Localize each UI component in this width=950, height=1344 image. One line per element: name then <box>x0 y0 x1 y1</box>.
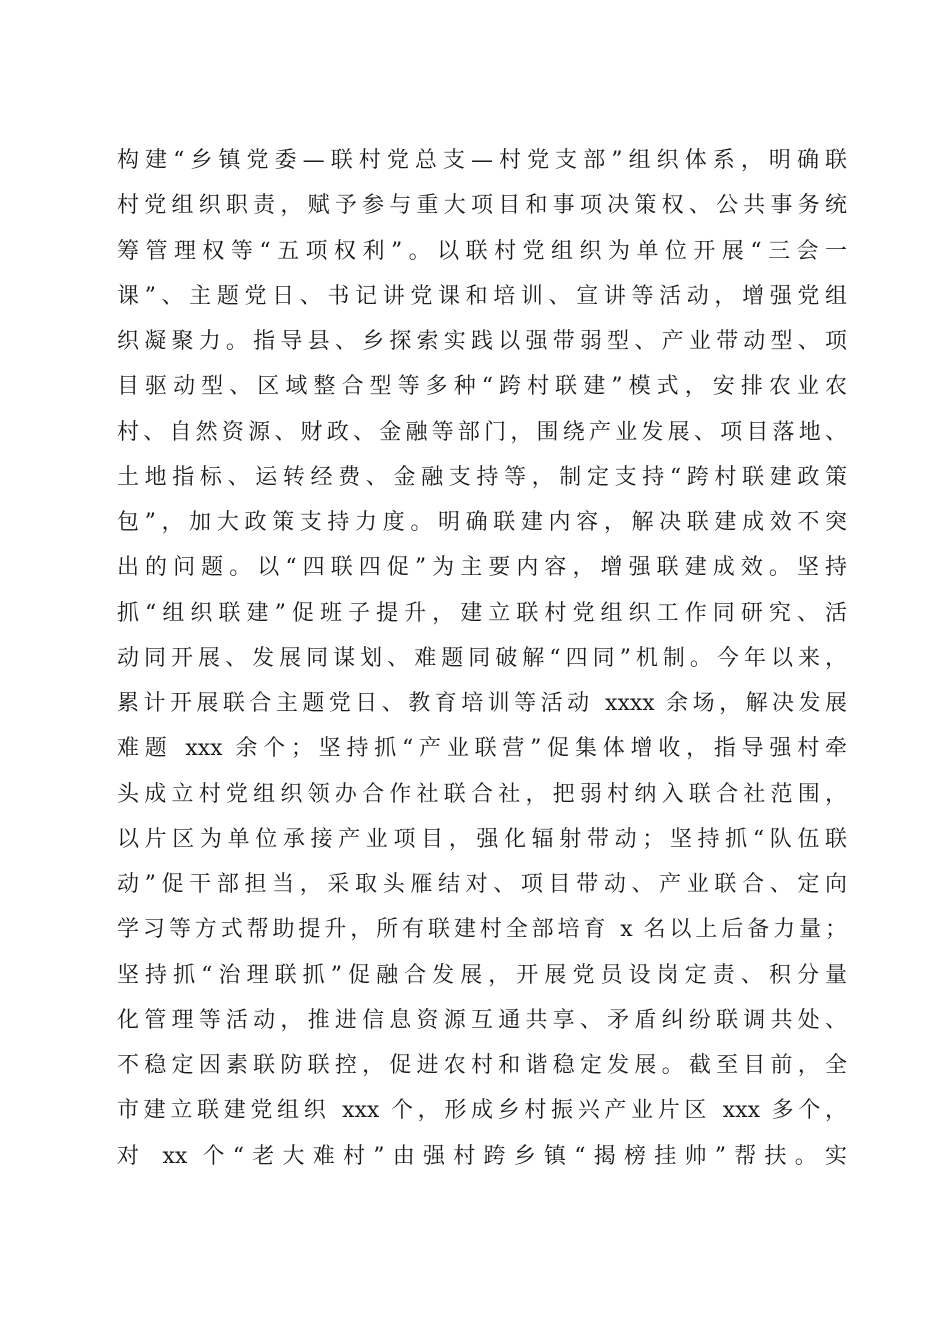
text-line: 筹管理权等“五项权利”。以联村党组织为单位开展“三会一 <box>117 238 847 264</box>
text-line: 化管理等活动，推进信息资源互通共享、矛盾纠纷联调共处、 <box>117 1007 847 1033</box>
text-line: 头成立村党组织领办合作社联合社，把弱村纳入联合社范围， <box>117 781 847 807</box>
text-line: 构建“乡镇党委—联村党总支—村党支部”组织体系，明确联 <box>117 148 847 173</box>
text-line: 课”、主题党日、书记讲党课和培训、宣讲等活动，增强党组 <box>117 283 847 309</box>
text-line: 织凝聚力。指导县、乡探索实践以强带弱型、产业带动型、项 <box>117 329 847 354</box>
text-line: 以片区为单位承接产业项目，强化辐射带动；坚持抓“队伍联 <box>117 826 847 852</box>
text-line: 动同开展、发展同谋划、难题同破解“四同”机制。今年以来， <box>117 645 847 671</box>
text-line: 市建立联建党组织 xxx 个，形成乡村振兴产业片区 xxx 多个， <box>117 1098 847 1124</box>
body-paragraph <box>117 138 847 1179</box>
text-line: 难题 xxx 余个；坚持抓“产业联营”促集体增收，指导强村牵 <box>117 736 847 762</box>
text-line: 动”促干部担当，采取头雁结对、项目带动、产业联合、定向 <box>117 872 847 897</box>
text-line: 不稳定因素联防联控，促进农村和谐稳定发展。截至目前，全 <box>117 1053 847 1078</box>
text-line: 对 xx 个“老大难村”由强村跨乡镇“揭榜挂帅”帮扶。实 <box>117 1143 847 1169</box>
text-line: 包”，加大政策支持力度。明确联建内容，解决联建成效不突 <box>117 510 847 535</box>
text-line: 抓“组织联建”促班子提升，建立联村党组织工作同研究、活 <box>117 600 847 626</box>
text-line: 坚持抓“治理联抓”促融合发展，开展党员设岗定责、积分量 <box>117 962 847 988</box>
text-line: 土地指标、运转经费、金融支持等，制定支持“跨村联建政策 <box>117 464 847 490</box>
text-line: 学习等方式帮助提升，所有联建村全部培育 x 名以上后备力量； <box>117 917 847 943</box>
text-line: 村、自然资源、财政、金融等部门，围绕产业发展、项目落地、 <box>117 419 847 445</box>
text-line: 村党组织职责，赋予参与重大项目和事项决策权、公共事务统 <box>117 193 847 219</box>
text-line: 出的问题。以“四联四促”为主要内容，增强联建成效。坚持 <box>117 555 847 581</box>
text-line: 累计开展联合主题党日、教育培训等活动 xxxx 余场，解决发展 <box>117 691 847 716</box>
text-line: 目驱动型、区域整合型等多种“跨村联建”模式，安排农业农 <box>117 374 847 400</box>
